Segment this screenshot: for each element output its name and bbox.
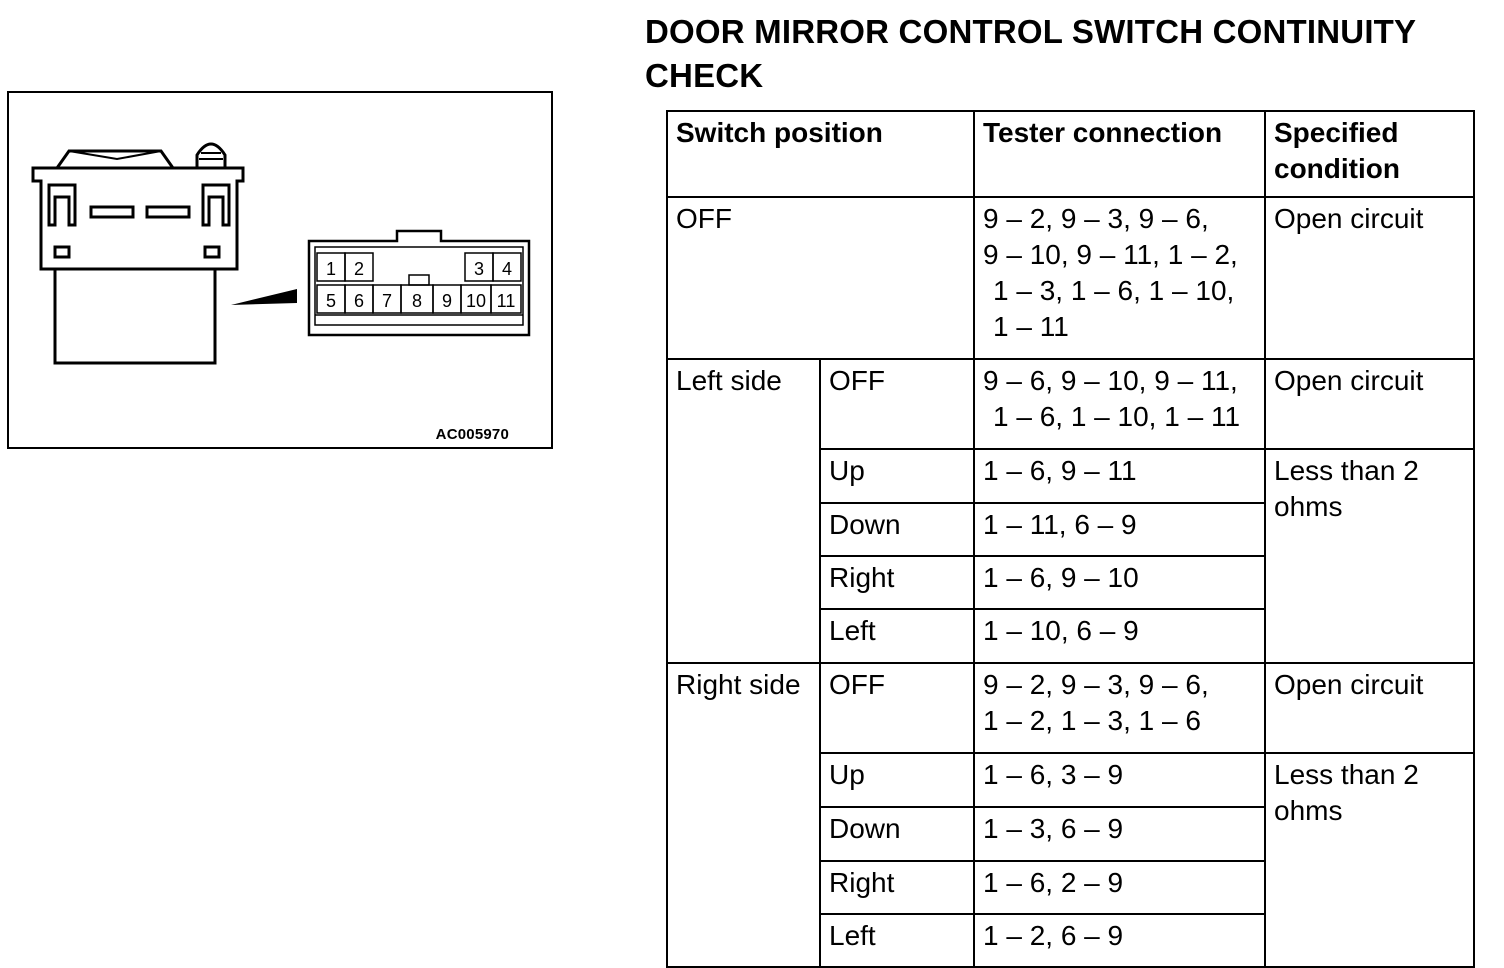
off-connection <box>974 197 1265 359</box>
switch-housing <box>33 168 243 269</box>
small-tab-right <box>205 247 219 257</box>
header-specified-line2: condition <box>1274 153 1400 184</box>
pin-label: 8 <box>411 291 423 311</box>
off-condition: Open circuit <box>1265 197 1474 359</box>
conn-line: 9 – 6, 9 – 10, 9 – 11, <box>983 365 1238 396</box>
right-down-connection: 1 – 3, 6 – 9 <box>974 807 1265 861</box>
header-tester-connection: Tester connection <box>974 111 1265 197</box>
cond-line: Less than 2 <box>1274 455 1419 486</box>
pin-label: 1 <box>325 259 337 279</box>
off-position: OFF <box>667 197 974 359</box>
conn-line: 1 – 6, 1 – 10, 1 – 11 <box>993 401 1241 432</box>
pin-label: 3 <box>473 259 485 279</box>
conn-line: 1 – 2, 1 – 3, 1 – 6 <box>983 705 1201 736</box>
left-right-position: Right <box>820 556 974 609</box>
slot-left <box>91 207 133 217</box>
left-condition <box>1265 449 1474 663</box>
table-row <box>667 197 1474 359</box>
pin-label: 9 <box>441 291 453 311</box>
header-specified-condition <box>1265 111 1474 197</box>
right-up-connection: 1 – 6, 3 – 9 <box>974 753 1265 807</box>
switch-body <box>55 269 215 363</box>
conn-line: 9 – 2, 9 – 3, 9 – 6, <box>983 669 1209 700</box>
left-left-position: Left <box>820 609 974 663</box>
pointer-triangle <box>231 289 297 305</box>
right-off-connection <box>974 663 1265 753</box>
right-down-position: Down <box>820 807 974 861</box>
table-header-row <box>667 111 1474 197</box>
header-switch-position: Switch position <box>667 111 974 197</box>
right-right-connection: 1 – 6, 2 – 9 <box>974 861 1265 914</box>
conn-line: 1 – 3, 1 – 6, 1 – 10, <box>993 275 1235 306</box>
left-down-position: Down <box>820 503 974 556</box>
right-off-position: OFF <box>820 663 974 753</box>
left-side-label: Left side <box>667 359 820 663</box>
continuity-table <box>666 110 1475 968</box>
left-off-position: OFF <box>820 359 974 449</box>
right-left-connection: 1 – 2, 6 – 9 <box>974 914 1265 967</box>
right-side-label: Right side <box>667 663 820 967</box>
conn-line: 9 – 10, 9 – 11, 1 – 2, <box>983 239 1238 270</box>
left-left-connection: 1 – 10, 6 – 9 <box>974 609 1265 663</box>
left-up-position: Up <box>820 449 974 503</box>
small-tab-left <box>55 247 69 257</box>
conn-line: 1 – 11 <box>993 311 1069 342</box>
page-title: DOOR MIRROR CONTROL SWITCH CONTINUITY CHECK <box>645 13 1416 94</box>
pin-label: 11 <box>496 291 516 311</box>
left-up-connection: 1 – 6, 9 – 11 <box>974 449 1265 503</box>
table-row <box>667 663 1474 753</box>
figure-code: AC005970 <box>435 426 509 443</box>
pin-label: 7 <box>381 291 393 311</box>
left-off-connection <box>974 359 1265 449</box>
right-right-position: Right <box>820 861 974 914</box>
left-off-condition: Open circuit <box>1265 359 1474 449</box>
header-specified-line1: Specified <box>1274 117 1399 148</box>
slot-right <box>147 207 189 217</box>
right-off-condition: Open circuit <box>1265 663 1474 753</box>
pin-label: 5 <box>325 291 337 311</box>
pin-label: 6 <box>353 291 365 311</box>
switch-drawing <box>9 93 555 451</box>
left-right-connection: 1 – 6, 9 – 10 <box>974 556 1265 609</box>
right-clip <box>203 185 229 225</box>
pin-label: 4 <box>501 259 513 279</box>
right-left-position: Left <box>820 914 974 967</box>
cond-line: ohms <box>1274 795 1343 826</box>
conn-line: 9 – 2, 9 – 3, 9 – 6, <box>983 203 1209 234</box>
cond-line: ohms <box>1274 491 1343 522</box>
left-down-connection: 1 – 11, 6 – 9 <box>974 503 1265 556</box>
table-row <box>667 359 1474 449</box>
right-condition <box>1265 753 1474 967</box>
left-clip <box>49 185 75 225</box>
switch-dial <box>197 144 225 168</box>
cond-line: Less than 2 <box>1274 759 1419 790</box>
pin-label: 2 <box>353 259 365 279</box>
switch-connector-figure <box>7 91 553 449</box>
pin-label: 10 <box>465 291 487 311</box>
right-up-position: Up <box>820 753 974 807</box>
connector-face <box>309 231 529 335</box>
